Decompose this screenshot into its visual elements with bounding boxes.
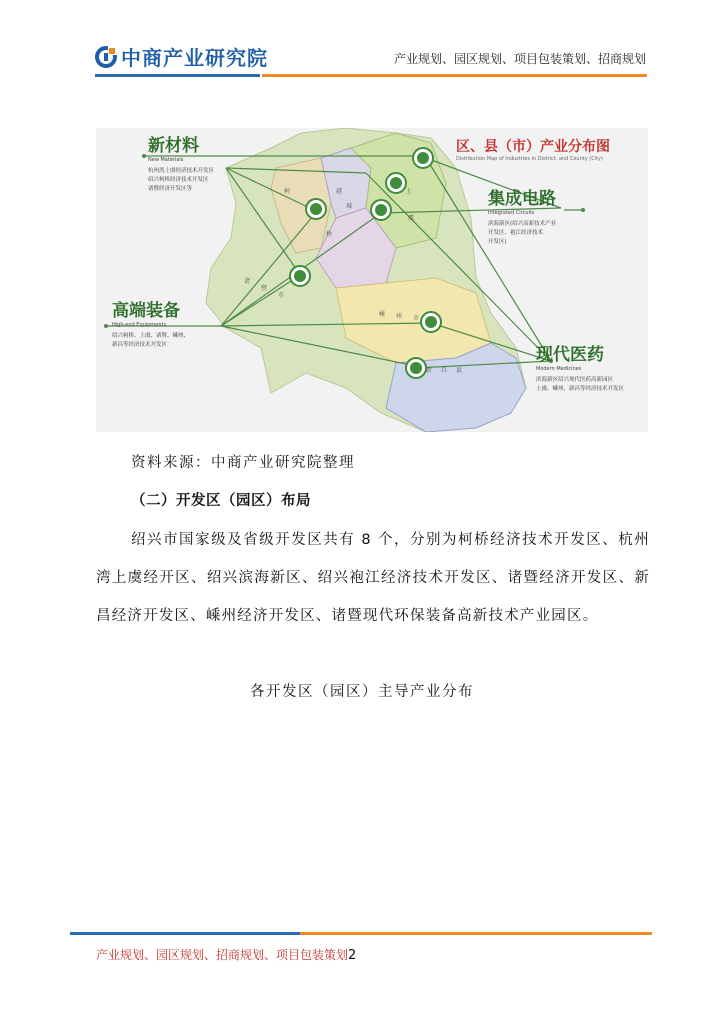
page-number: 2 [348, 948, 357, 963]
place-label: 市 [278, 292, 285, 299]
logo-text: 中商产业研究院 [121, 46, 268, 70]
map-title: 区、县（市）产业分布图 [456, 139, 610, 155]
table-caption: 各开发区（园区）主导产业分布 [250, 684, 474, 700]
header-divider-blue [95, 74, 260, 77]
category-desc-line: 诸暨经济开发区等 [148, 186, 193, 192]
footer-divider-orange [300, 932, 652, 935]
category-subtitle: Modern Medicines [536, 366, 582, 372]
logo-mark-icon [95, 46, 117, 68]
place-label: 城 [346, 203, 353, 210]
category-high-end-equipment [112, 296, 189, 350]
category-subtitle: New Materials [148, 157, 184, 163]
place-label: 州 [396, 313, 403, 320]
place-label: 县 [456, 367, 463, 374]
category-desc [148, 167, 214, 194]
map-subtitle: Distribution Map of Industries in District, and County (City) [456, 156, 603, 162]
category-title: 新材料 [148, 136, 199, 156]
header-slogan: 产业规划、园区规划、项目包装策划、招商规划 [393, 52, 646, 66]
place-label: 越 [336, 188, 343, 195]
header-divider-orange [262, 74, 647, 77]
category-desc-line: 绍兴柯桥、上虞、诸暨、嵊州、 [112, 333, 190, 339]
category-desc-line: 开发区) [488, 239, 507, 245]
category-desc-line: 绍兴柯桥经济技术开发区 [148, 177, 209, 183]
industry-distribution-map [96, 128, 648, 432]
place-label: 上 [406, 188, 413, 195]
figure-source: 资料来源：中商产业研究院整理 [131, 455, 355, 471]
category-desc-line: 开发区、袍江经济技术 [488, 230, 544, 236]
category-desc-line: 滨海新区绍兴现代医药高新园区 [536, 377, 614, 383]
place-label: 市 [413, 315, 420, 322]
category-subtitle: Integrated Circuits [488, 210, 535, 216]
category-title: 高端装备 [112, 301, 180, 321]
category-desc [112, 332, 189, 350]
category-desc-line: 滨海新区(绍兴高新技术产业 [488, 221, 557, 227]
map-title-block [456, 136, 610, 162]
category-new-materials [148, 131, 214, 194]
category-title: 集成电路 [488, 189, 556, 209]
category-desc [488, 220, 556, 247]
footer-divider-blue [70, 932, 300, 935]
footer-slogan: 产业规划、园区规划、招商规划、项目包装策划 [96, 948, 349, 962]
place-label: 新 [426, 367, 433, 374]
logo [95, 42, 268, 71]
category-title: 现代医药 [536, 345, 604, 365]
section-title: （二）开发区（园区）布局 [131, 493, 311, 509]
place-label: 虞 [408, 215, 415, 222]
place-label: 诸 [244, 278, 251, 285]
category-desc [536, 376, 624, 394]
body-paragraph: 绍兴市国家级及省级开发区共有 8 个，分别为柯桥经济技术开发区、杭州湾上虞经开区、绍兴滨海新区、绍兴袍江经济技术开发区、诸暨经济开发区、新昌经济开发区、嵊州经济开发区、诸暨现代环保装备高新技术产业园区。 [96, 532, 650, 624]
category-modern-medicine [536, 340, 624, 394]
place-label: 昌 [441, 367, 448, 374]
place-label: 暨 [261, 285, 268, 292]
place-label: 嵊 [379, 311, 386, 318]
category-desc-line: 上虞、嵊州、新昌等经济技术开发区 [536, 386, 625, 392]
category-subtitle: High-end Equipments [112, 322, 167, 328]
category-desc-line: 杭州湾上虞经济技术开发区 [148, 168, 215, 174]
place-label: 柯 [284, 188, 291, 195]
place-label: 桥 [326, 231, 333, 238]
category-desc-line: 新昌等经济技术开发区 [112, 342, 168, 348]
page-header [0, 0, 724, 90]
category-integrated-circuits [488, 184, 556, 247]
page-footer [96, 946, 356, 963]
